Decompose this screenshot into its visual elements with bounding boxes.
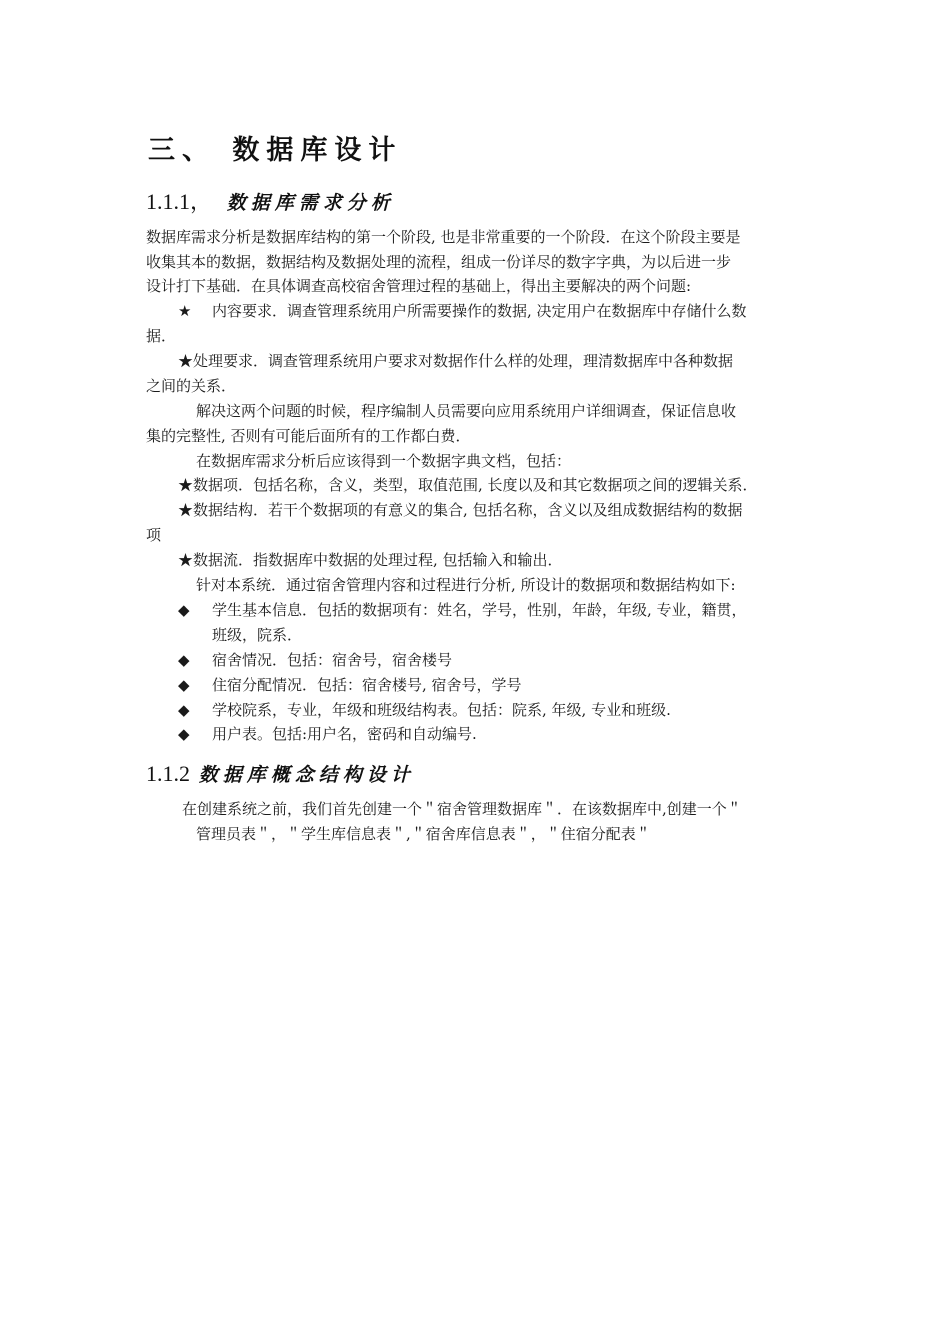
- list-item-dorm-info: 宿舍情况．包括：宿舍号，宿舍楼号: [212, 651, 453, 669]
- diamond-bullet: ◆: [178, 676, 190, 694]
- list-item-student-info-line-1: 学生基本信息．包括的数据项有：姓名，学号，性别，年龄，年级, 专业，籍贯，: [212, 601, 747, 619]
- section-number: 1.1.1，: [146, 189, 213, 214]
- intro-line-2: 收集其本的数据，数据结构及数据处理的流程，组成一份详尽的数字字典，为以后进一步: [146, 253, 732, 271]
- list-item-departments: 学校院系，专业，年级和班级结构表。包括：院系, 年级, 专业和班级.: [212, 701, 671, 719]
- diamond-bullet: ◆: [178, 651, 190, 669]
- list-item-student-info-line-2: 班级，院系．: [212, 626, 303, 644]
- dictionary-data-item: ★数据项．包括名称，含义，类型，取值范围, 长度以及和其它数据项之间的逻辑关系．: [178, 476, 758, 494]
- dictionary-data-structure-line-1: ★数据结构．若干个数据项的有意义的集合, 包括名称，含义以及组成数据结构的数据: [178, 501, 743, 519]
- requirement-processing-line-2: 之间的关系．: [146, 377, 237, 395]
- list-item-allocation: 住宿分配情况．包括：宿舍楼号, 宿舍号，学号: [212, 676, 522, 694]
- list-item-user-table: 用户表。包括:用户名，密码和自动编号.: [212, 725, 477, 743]
- requirement-processing-line-1: ★处理要求．调查管理系统用户要求对数据作什么样的处理，理清数据库中各种数据: [178, 352, 734, 370]
- intro-line-3: 设计打下基础．在具体调查高校宿舍管理过程的基础上，得出主要解决的两个问题:: [146, 277, 692, 295]
- requirement-content-line-1: 内容要求．调查管理系统用户所需要操作的数据, 决定用户在数据库中存储什么数: [212, 302, 747, 320]
- final-line-2: 管理员表＂，＂学生库信息表＂,＂宿舍库信息表＂，＂住宿分配表＂: [196, 825, 651, 843]
- dictionary-data-structure-line-2: 项: [146, 526, 162, 544]
- section-number: 1.1.2: [146, 761, 190, 786]
- section-heading-1-1-2: [146, 760, 415, 787]
- dictionary-intro: 在数据库需求分析后应该得到一个数据字典文档，包括：: [196, 452, 572, 470]
- intro-line-1: 数据库需求分析是数据库结构的第一个阶段, 也是非常重要的一个阶段．在这个阶段主要是: [146, 228, 741, 246]
- section-title: 数据库概念结构设计: [198, 764, 415, 786]
- requirement-content-line-2: 据．: [146, 327, 177, 345]
- final-line-1: 在创建系统之前，我们首先创建一个＂宿舍管理数据库＂．在该数据库中,创建一个＂: [182, 800, 742, 818]
- dictionary-data-flow: ★数据流．指数据库中数据的处理过程, 包括输入和输出．: [178, 551, 563, 569]
- section-heading-1-1-1: [146, 185, 395, 216]
- star-bullet: ★: [178, 302, 192, 320]
- chapter-heading: 三、 数据库设计: [148, 135, 403, 166]
- solve-line-2: 集的完整性, 否则有可能后面所有的工作都白费．: [146, 427, 471, 445]
- solve-line-1: 解决这两个问题的时候，程序编制人员需要向应用系统用户详细调查，保证信息收: [196, 402, 737, 420]
- system-analysis-intro: 针对本系统．通过宿舍管理内容和过程进行分析, 所设计的数据项和数据结构如下:: [196, 576, 736, 594]
- section-title: 数据库需求分析: [226, 192, 395, 214]
- diamond-bullet: ◆: [178, 601, 190, 619]
- diamond-bullet: ◆: [178, 701, 190, 719]
- diamond-bullet: ◆: [178, 725, 190, 743]
